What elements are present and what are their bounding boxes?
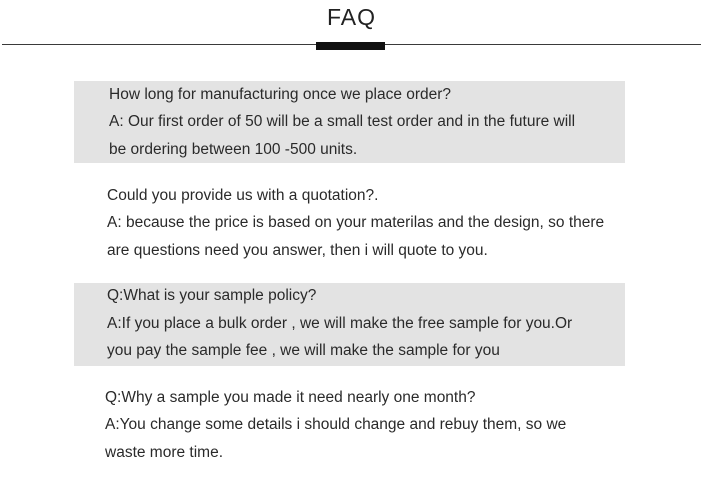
faq-item-2	[74, 178, 625, 263]
faq-answer-line: you pay the sample fee , we will make the sample for you	[107, 342, 500, 359]
faq-answer-line: be ordering between 100 -500 units.	[109, 141, 358, 158]
faq-answer-line: are questions need you answer, then i will quote to you.	[107, 242, 488, 259]
faq-answer-line: A:You change some details i should change and rebuy them, so we	[105, 416, 567, 433]
faq-question: How long for manufacturing once we place order?	[109, 86, 452, 103]
faq-item-4	[74, 380, 625, 470]
title-accent-bar	[316, 42, 385, 50]
faq-question: Could you provide us with a quotation?.	[107, 187, 379, 204]
faq-item-1	[74, 81, 625, 163]
faq-answer-line: A: because the price is based on your materilas and the design, so there	[107, 214, 605, 231]
faq-question: Q:What is your sample policy?	[107, 287, 317, 304]
faq-answer-line: A:If you place a bulk order , we will make the free sample for you.Or	[107, 315, 573, 332]
page-title: FAQ	[326, 4, 376, 30]
faq-answer-line: A: Our first order of 50 will be a small test order and in the future will	[109, 113, 576, 130]
faq-question: Q:Why a sample you made it need nearly one month?	[105, 389, 476, 406]
faq-item-3	[74, 283, 625, 366]
faq-answer-line: waste more time.	[105, 444, 224, 461]
